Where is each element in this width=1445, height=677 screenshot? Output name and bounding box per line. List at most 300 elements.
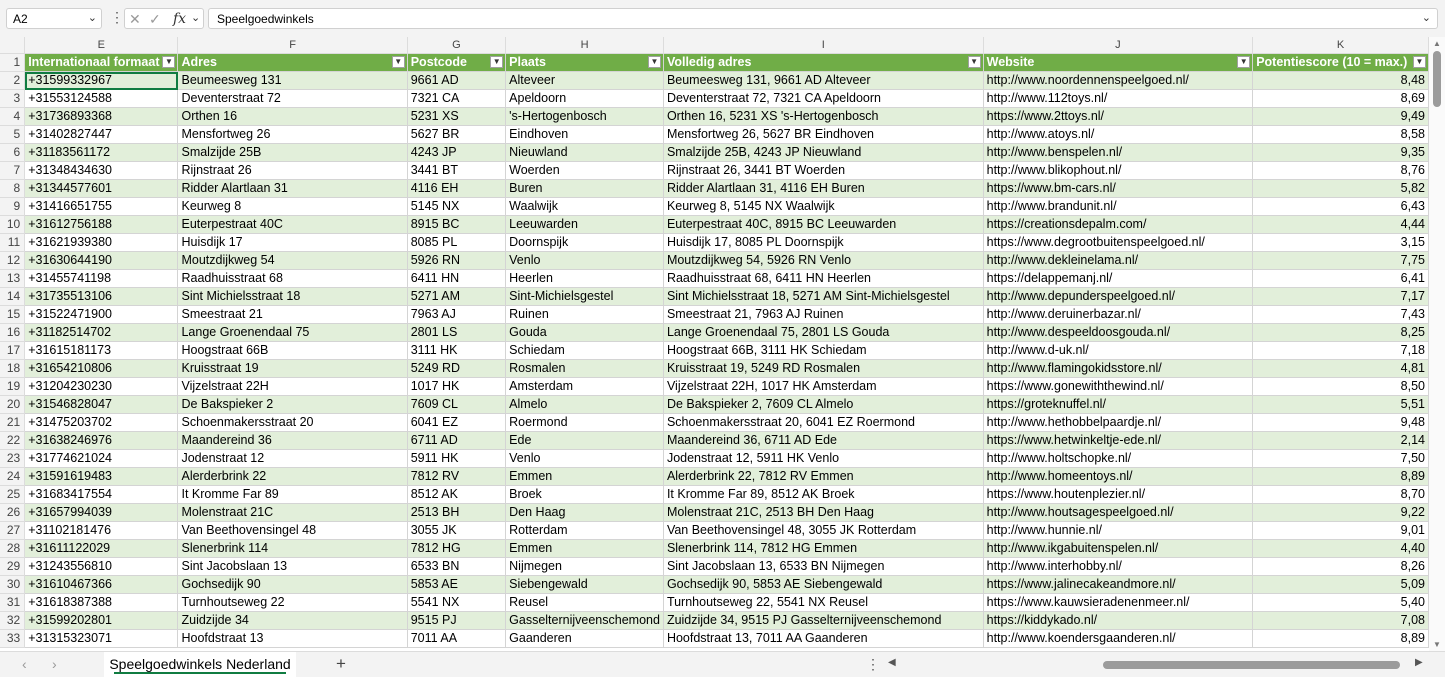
cell-web[interactable]: http://www.dekleinelama.nl/: [983, 252, 1253, 270]
cell-pc[interactable]: 4243 JP: [407, 144, 505, 162]
cell-pc[interactable]: 6411 HN: [407, 270, 505, 288]
filter-dropdown-icon[interactable]: ▼: [968, 56, 981, 68]
previous-sheet-icon[interactable]: ‹: [22, 656, 27, 672]
cell-plaats[interactable]: Heerlen: [506, 270, 664, 288]
cell-plaats[interactable]: Nijmegen: [506, 558, 664, 576]
cell-adres[interactable]: Beumeesweg 131: [178, 72, 407, 90]
cell-pc[interactable]: 7963 AJ: [407, 306, 505, 324]
cell-plaats[interactable]: Sint-Michielsgestel: [506, 288, 664, 306]
row-number[interactable]: 16: [0, 324, 25, 342]
row-number[interactable]: 32: [0, 612, 25, 630]
formula-input[interactable]: [208, 8, 1438, 29]
cell-plaats[interactable]: Schiedam: [506, 342, 664, 360]
cell-web[interactable]: http://www.blikophout.nl/: [983, 162, 1253, 180]
cell-plaats[interactable]: Siebengewald: [506, 576, 664, 594]
cell-volledig[interactable]: Alerderbrink 22, 7812 RV Emmen: [663, 468, 983, 486]
cell-score[interactable]: 7,75: [1253, 252, 1429, 270]
row-number[interactable]: 23: [0, 450, 25, 468]
cell-plaats[interactable]: Nieuwland: [506, 144, 664, 162]
cell-pc[interactable]: 3055 JK: [407, 522, 505, 540]
cell-volledig[interactable]: Kruisstraat 19, 5249 RD Rosmalen: [663, 360, 983, 378]
cell-plaats[interactable]: Leeuwarden: [506, 216, 664, 234]
cell-score[interactable]: 8,58: [1253, 126, 1429, 144]
header-cell[interactable]: [506, 54, 664, 72]
cell-pc[interactable]: 7812 HG: [407, 540, 505, 558]
cell-web[interactable]: http://www.homeentoys.nl/: [983, 468, 1253, 486]
cell-adres[interactable]: Hoofdstraat 13: [178, 630, 407, 648]
cell-pc[interactable]: 5926 RN: [407, 252, 505, 270]
cell-plaats[interactable]: Woerden: [506, 162, 664, 180]
cell-tel[interactable]: +31615181173: [25, 342, 178, 360]
cell-plaats[interactable]: Waalwijk: [506, 198, 664, 216]
cell-tel[interactable]: +31683417554: [25, 486, 178, 504]
cell-pc[interactable]: 1017 HK: [407, 378, 505, 396]
cell-adres[interactable]: Slenerbrink 114: [178, 540, 407, 558]
cell-tel[interactable]: +31204230230: [25, 378, 178, 396]
cell-plaats[interactable]: Venlo: [506, 450, 664, 468]
cell-tel[interactable]: +31348434630: [25, 162, 178, 180]
cell-web[interactable]: https://www.hetwinkeltje-ede.nl/: [983, 432, 1253, 450]
cell-pc[interactable]: 7812 RV: [407, 468, 505, 486]
cell-tel[interactable]: +31736893368: [25, 108, 178, 126]
cell-volledig[interactable]: De Bakspieker 2, 7609 CL Almelo: [663, 396, 983, 414]
cell-score[interactable]: 7,43: [1253, 306, 1429, 324]
cell-web[interactable]: https://kiddykado.nl/: [983, 612, 1253, 630]
scroll-right-icon[interactable]: ▶: [1415, 657, 1423, 668]
cell-volledig[interactable]: Molenstraat 21C, 2513 BH Den Haag: [663, 504, 983, 522]
cell-tel[interactable]: +31402827447: [25, 126, 178, 144]
cell-score[interactable]: 8,89: [1253, 630, 1429, 648]
cell-plaats[interactable]: Amsterdam: [506, 378, 664, 396]
cell-pc[interactable]: 8512 AK: [407, 486, 505, 504]
cell-plaats[interactable]: Emmen: [506, 468, 664, 486]
row-number[interactable]: 21: [0, 414, 25, 432]
row-number[interactable]: 10: [0, 216, 25, 234]
cell-adres[interactable]: Smeestraat 21: [178, 306, 407, 324]
cell-web[interactable]: http://www.brandunit.nl/: [983, 198, 1253, 216]
cell-score[interactable]: 8,70: [1253, 486, 1429, 504]
insert-function-icon[interactable]: fx: [173, 11, 187, 27]
cell-tel[interactable]: +31612756188: [25, 216, 178, 234]
select-all-corner[interactable]: [0, 37, 25, 54]
cell-tel[interactable]: +31243556810: [25, 558, 178, 576]
cell-adres[interactable]: Huisdijk 17: [178, 234, 407, 252]
cell-score[interactable]: 4,44: [1253, 216, 1429, 234]
row-number[interactable]: 8: [0, 180, 25, 198]
cell-score[interactable]: 9,49: [1253, 108, 1429, 126]
cell-tel[interactable]: +31522471900: [25, 306, 178, 324]
cell-web[interactable]: https://www.2ttoys.nl/: [983, 108, 1253, 126]
header-cell[interactable]: [178, 54, 407, 72]
cell-tel[interactable]: +31621939380: [25, 234, 178, 252]
cell-volledig[interactable]: Zuidzijde 34, 9515 PJ Gasselternijveenschemond: [663, 612, 983, 630]
cell-adres[interactable]: Raadhuisstraat 68: [178, 270, 407, 288]
row-number[interactable]: 25: [0, 486, 25, 504]
cell-plaats[interactable]: 's-Hertogenbosch: [506, 108, 664, 126]
cell-web[interactable]: http://www.112toys.nl/: [983, 90, 1253, 108]
cell-volledig[interactable]: Moutzdijkweg 54, 5926 RN Venlo: [663, 252, 983, 270]
cell-tel[interactable]: +31638246976: [25, 432, 178, 450]
cell-plaats[interactable]: Gouda: [506, 324, 664, 342]
cell-volledig[interactable]: Ridder Alartlaan 31, 4116 EH Buren: [663, 180, 983, 198]
cell-tel[interactable]: +31599202801: [25, 612, 178, 630]
cell-adres[interactable]: Rijnstraat 26: [178, 162, 407, 180]
cell-pc[interactable]: 5627 BR: [407, 126, 505, 144]
cell-adres[interactable]: Jodenstraat 12: [178, 450, 407, 468]
cell-pc[interactable]: 2801 LS: [407, 324, 505, 342]
cell-web[interactable]: https://www.houtenplezier.nl/: [983, 486, 1253, 504]
cell-score[interactable]: 8,89: [1253, 468, 1429, 486]
cell-tel[interactable]: +31591619483: [25, 468, 178, 486]
cell-tel[interactable]: +31618387388: [25, 594, 178, 612]
cell-score[interactable]: 6,43: [1253, 198, 1429, 216]
row-number[interactable]: 11: [0, 234, 25, 252]
cell-volledig[interactable]: Keurweg 8, 5145 NX Waalwijk: [663, 198, 983, 216]
cell-adres[interactable]: Kruisstraat 19: [178, 360, 407, 378]
cell-pc[interactable]: 5853 AE: [407, 576, 505, 594]
cell-tel[interactable]: +31455741198: [25, 270, 178, 288]
column-header[interactable]: G: [407, 37, 505, 54]
cell-pc[interactable]: 9515 PJ: [407, 612, 505, 630]
cell-pc[interactable]: 7609 CL: [407, 396, 505, 414]
cell-pc[interactable]: 5145 NX: [407, 198, 505, 216]
cell-tel[interactable]: +31315323071: [25, 630, 178, 648]
row-number[interactable]: 4: [0, 108, 25, 126]
cell-web[interactable]: http://www.houtsagespeelgoed.nl/: [983, 504, 1253, 522]
cell-plaats[interactable]: Eindhoven: [506, 126, 664, 144]
cell-score[interactable]: 9,48: [1253, 414, 1429, 432]
cell-tel[interactable]: +31546828047: [25, 396, 178, 414]
cancel-icon[interactable]: ✕: [129, 11, 141, 27]
row-number[interactable]: 3: [0, 90, 25, 108]
cell-pc[interactable]: 7321 CA: [407, 90, 505, 108]
column-header[interactable]: E: [25, 37, 178, 54]
cell-tel[interactable]: +31610467366: [25, 576, 178, 594]
cell-score[interactable]: 5,40: [1253, 594, 1429, 612]
cell-adres[interactable]: Schoenmakersstraat 20: [178, 414, 407, 432]
header-cell[interactable]: [25, 54, 178, 72]
cell-tel[interactable]: +31599332967: [25, 72, 178, 90]
name-box[interactable]: [6, 8, 102, 29]
cell-plaats[interactable]: Almelo: [506, 396, 664, 414]
cell-web[interactable]: https://groteknuffel.nl/: [983, 396, 1253, 414]
cell-adres[interactable]: Lange Groenendaal 75: [178, 324, 407, 342]
row-number[interactable]: 19: [0, 378, 25, 396]
cell-adres[interactable]: Deventerstraat 72: [178, 90, 407, 108]
cell-score[interactable]: 5,09: [1253, 576, 1429, 594]
cell-tel[interactable]: +31416651755: [25, 198, 178, 216]
row-number[interactable]: 12: [0, 252, 25, 270]
row-number[interactable]: 9: [0, 198, 25, 216]
cell-adres[interactable]: Van Beethovensingel 48: [178, 522, 407, 540]
cell-adres[interactable]: Zuidzijde 34: [178, 612, 407, 630]
cell-score[interactable]: 3,15: [1253, 234, 1429, 252]
cell-adres[interactable]: De Bakspieker 2: [178, 396, 407, 414]
cell-volledig[interactable]: Maandereind 36, 6711 AD Ede: [663, 432, 983, 450]
cell-pc[interactable]: 6041 EZ: [407, 414, 505, 432]
cell-adres[interactable]: Hoogstraat 66B: [178, 342, 407, 360]
cell-pc[interactable]: 8915 BC: [407, 216, 505, 234]
row-number[interactable]: 14: [0, 288, 25, 306]
filter-dropdown-icon[interactable]: ▼: [648, 56, 661, 68]
cell-volledig[interactable]: Schoenmakersstraat 20, 6041 EZ Roermond: [663, 414, 983, 432]
cell-web[interactable]: https://www.gonewiththewind.nl/: [983, 378, 1253, 396]
cell-plaats[interactable]: Rosmalen: [506, 360, 664, 378]
cell-pc[interactable]: 5231 XS: [407, 108, 505, 126]
cell-web[interactable]: http://www.ikgabuitenspelen.nl/: [983, 540, 1253, 558]
cell-web[interactable]: https://www.degrootbuitenspeelgoed.nl/: [983, 234, 1253, 252]
cell-pc[interactable]: 3111 HK: [407, 342, 505, 360]
column-header[interactable]: J: [983, 37, 1253, 54]
cell-pc[interactable]: 6533 BN: [407, 558, 505, 576]
cell-tel[interactable]: +31654210806: [25, 360, 178, 378]
cell-web[interactable]: http://www.deruinerbazar.nl/: [983, 306, 1253, 324]
cell-score[interactable]: 7,18: [1253, 342, 1429, 360]
cell-score[interactable]: 9,01: [1253, 522, 1429, 540]
row-number[interactable]: 15: [0, 306, 25, 324]
cell-score[interactable]: 8,48: [1253, 72, 1429, 90]
cell-tel[interactable]: +31657994039: [25, 504, 178, 522]
cell-plaats[interactable]: Apeldoorn: [506, 90, 664, 108]
cell-web[interactable]: https://www.kauwsieradenenmeer.nl/: [983, 594, 1253, 612]
cell-score[interactable]: 8,25: [1253, 324, 1429, 342]
row-number[interactable]: 17: [0, 342, 25, 360]
cell-score[interactable]: 8,26: [1253, 558, 1429, 576]
cell-pc[interactable]: 4116 EH: [407, 180, 505, 198]
cell-adres[interactable]: Sint Jacobslaan 13: [178, 558, 407, 576]
cell-plaats[interactable]: Reusel: [506, 594, 664, 612]
cell-score[interactable]: 8,76: [1253, 162, 1429, 180]
cell-score[interactable]: 7,17: [1253, 288, 1429, 306]
cell-plaats[interactable]: Emmen: [506, 540, 664, 558]
cell-volledig[interactable]: Orthen 16, 5231 XS 's-Hertogenbosch: [663, 108, 983, 126]
vertical-scrollbar[interactable]: [1429, 37, 1445, 651]
cell-tel[interactable]: +31735513106: [25, 288, 178, 306]
cell-tel[interactable]: +31344577601: [25, 180, 178, 198]
row-number[interactable]: 26: [0, 504, 25, 522]
cell-volledig[interactable]: Sint Michielsstraat 18, 5271 AM Sint-Michielsgestel: [663, 288, 983, 306]
cell-tel[interactable]: +31611122029: [25, 540, 178, 558]
sheet-tab-active[interactable]: [104, 652, 296, 677]
row-number[interactable]: 22: [0, 432, 25, 450]
cell-web[interactable]: http://www.benspelen.nl/: [983, 144, 1253, 162]
cell-plaats[interactable]: Doornspijk: [506, 234, 664, 252]
cell-volledig[interactable]: Jodenstraat 12, 5911 HK Venlo: [663, 450, 983, 468]
cell-pc[interactable]: 7011 AA: [407, 630, 505, 648]
filter-dropdown-icon[interactable]: ▼: [1237, 56, 1250, 68]
cell-plaats[interactable]: Venlo: [506, 252, 664, 270]
cell-volledig[interactable]: Raadhuisstraat 68, 6411 HN Heerlen: [663, 270, 983, 288]
cell-volledig[interactable]: Turnhoutseweg 22, 5541 NX Reusel: [663, 594, 983, 612]
row-number[interactable]: 30: [0, 576, 25, 594]
row-number[interactable]: 6: [0, 144, 25, 162]
row-number[interactable]: 20: [0, 396, 25, 414]
cell-adres[interactable]: Orthen 16: [178, 108, 407, 126]
cell-adres[interactable]: Keurweg 8: [178, 198, 407, 216]
filter-dropdown-icon[interactable]: ▼: [162, 56, 175, 68]
scroll-down-icon[interactable]: ▼: [1433, 640, 1441, 649]
cell-score[interactable]: 2,14: [1253, 432, 1429, 450]
scroll-up-icon[interactable]: ▲: [1433, 39, 1441, 48]
cell-web[interactable]: http://www.noordennenspeelgoed.nl/: [983, 72, 1253, 90]
row-number[interactable]: 31: [0, 594, 25, 612]
header-cell[interactable]: [407, 54, 505, 72]
cell-tel[interactable]: +31183561172: [25, 144, 178, 162]
cell-tel[interactable]: +31182514702: [25, 324, 178, 342]
cell-adres[interactable]: Ridder Alartlaan 31: [178, 180, 407, 198]
header-cell[interactable]: [983, 54, 1253, 72]
cell-volledig[interactable]: Slenerbrink 114, 7812 HG Emmen: [663, 540, 983, 558]
cell-pc[interactable]: 5541 NX: [407, 594, 505, 612]
cell-pc[interactable]: 6711 AD: [407, 432, 505, 450]
more-options-icon[interactable]: ⋮: [866, 656, 880, 672]
cell-adres[interactable]: It Kromme Far 89: [178, 486, 407, 504]
scroll-left-icon[interactable]: ◀: [888, 657, 896, 668]
cell-volledig[interactable]: It Kromme Far 89, 8512 AK Broek: [663, 486, 983, 504]
cell-plaats[interactable]: Rotterdam: [506, 522, 664, 540]
cell-score[interactable]: 9,22: [1253, 504, 1429, 522]
chevron-down-icon[interactable]: ⌄: [191, 12, 201, 24]
cell-volledig[interactable]: Gochsedijk 90, 5853 AE Siebengewald: [663, 576, 983, 594]
cell-volledig[interactable]: Sint Jacobslaan 13, 6533 BN Nijmegen: [663, 558, 983, 576]
cell-web[interactable]: https://www.jalinecakeandmore.nl/: [983, 576, 1253, 594]
cell-volledig[interactable]: Lange Groenendaal 75, 2801 LS Gouda: [663, 324, 983, 342]
cell-volledig[interactable]: Mensfortweg 26, 5627 BR Eindhoven: [663, 126, 983, 144]
filter-dropdown-icon[interactable]: ▼: [1413, 56, 1426, 68]
row-number[interactable]: 28: [0, 540, 25, 558]
cell-web[interactable]: http://www.despeeldoosgouda.nl/: [983, 324, 1253, 342]
cell-adres[interactable]: Sint Michielsstraat 18: [178, 288, 407, 306]
row-number[interactable]: 24: [0, 468, 25, 486]
cell-pc[interactable]: 9661 AD: [407, 72, 505, 90]
confirm-icon[interactable]: ✓: [149, 11, 161, 27]
cell-adres[interactable]: Moutzdijkweg 54: [178, 252, 407, 270]
more-options-icon[interactable]: ⋮: [110, 9, 124, 25]
cell-tel[interactable]: +31553124588: [25, 90, 178, 108]
cell-web[interactable]: http://www.d-uk.nl/: [983, 342, 1253, 360]
cell-volledig[interactable]: Van Beethovensingel 48, 3055 JK Rotterdam: [663, 522, 983, 540]
cell-pc[interactable]: 8085 PL: [407, 234, 505, 252]
chevron-down-icon[interactable]: ⌄: [87, 12, 97, 24]
cell-web[interactable]: http://www.depunderspeelgoed.nl/: [983, 288, 1253, 306]
cell-volledig[interactable]: Smalzijde 25B, 4243 JP Nieuwland: [663, 144, 983, 162]
column-header[interactable]: H: [506, 37, 664, 54]
cell-pc[interactable]: 3441 BT: [407, 162, 505, 180]
cell-plaats[interactable]: Alteveer: [506, 72, 664, 90]
column-header[interactable]: I: [663, 37, 983, 54]
cell-score[interactable]: 6,41: [1253, 270, 1429, 288]
cell-web[interactable]: http://www.atoys.nl/: [983, 126, 1253, 144]
filter-dropdown-icon[interactable]: ▼: [392, 56, 405, 68]
cell-score[interactable]: 8,69: [1253, 90, 1429, 108]
cell-volledig[interactable]: Deventerstraat 72, 7321 CA Apeldoorn: [663, 90, 983, 108]
cell-adres[interactable]: Molenstraat 21C: [178, 504, 407, 522]
cell-volledig[interactable]: Rijnstraat 26, 3441 BT Woerden: [663, 162, 983, 180]
cell-score[interactable]: 4,81: [1253, 360, 1429, 378]
horizontal-scrollbar-thumb[interactable]: [1103, 661, 1400, 669]
cell-adres[interactable]: Gochsedijk 90: [178, 576, 407, 594]
cell-web[interactable]: https://creationsdepalm.com/: [983, 216, 1253, 234]
cell-adres[interactable]: Turnhoutseweg 22: [178, 594, 407, 612]
cell-volledig[interactable]: Hoofdstraat 13, 7011 AA Gaanderen: [663, 630, 983, 648]
add-sheet-icon[interactable]: +: [336, 654, 346, 673]
cell-volledig[interactable]: Smeestraat 21, 7963 AJ Ruinen: [663, 306, 983, 324]
cell-web[interactable]: http://www.hunnie.nl/: [983, 522, 1253, 540]
cell-adres[interactable]: Smalzijde 25B: [178, 144, 407, 162]
cell-plaats[interactable]: Ruinen: [506, 306, 664, 324]
cell-pc[interactable]: 2513 BH: [407, 504, 505, 522]
cell-plaats[interactable]: Gasselternijveenschemond: [506, 612, 664, 630]
cell-web[interactable]: https://www.bm-cars.nl/: [983, 180, 1253, 198]
cell-plaats[interactable]: Roermond: [506, 414, 664, 432]
expand-formula-icon[interactable]: ⌄: [1421, 12, 1431, 24]
cell-score[interactable]: 7,08: [1253, 612, 1429, 630]
cell-web[interactable]: http://www.holtschopke.nl/: [983, 450, 1253, 468]
row-number[interactable]: 29: [0, 558, 25, 576]
filter-dropdown-icon[interactable]: ▼: [490, 56, 503, 68]
cell-web[interactable]: https://delappemanj.nl/: [983, 270, 1253, 288]
header-cell[interactable]: [663, 54, 983, 72]
row-number[interactable]: 27: [0, 522, 25, 540]
row-number[interactable]: 18: [0, 360, 25, 378]
cell-score[interactable]: 8,50: [1253, 378, 1429, 396]
cell-volledig[interactable]: Vijzelstraat 22H, 1017 HK Amsterdam: [663, 378, 983, 396]
row-number[interactable]: 7: [0, 162, 25, 180]
cell-web[interactable]: http://www.flamingokidsstore.nl/: [983, 360, 1253, 378]
cell-tel[interactable]: +31102181476: [25, 522, 178, 540]
cell-tel[interactable]: +31774621024: [25, 450, 178, 468]
cell-score[interactable]: 5,51: [1253, 396, 1429, 414]
cell-adres[interactable]: Mensfortweg 26: [178, 126, 407, 144]
cell-adres[interactable]: Maandereind 36: [178, 432, 407, 450]
cell-web[interactable]: http://www.hethobbelpaardje.nl/: [983, 414, 1253, 432]
cell-score[interactable]: 4,40: [1253, 540, 1429, 558]
cell-plaats[interactable]: Gaanderen: [506, 630, 664, 648]
scrollbar-thumb[interactable]: [1433, 51, 1441, 107]
next-sheet-icon[interactable]: ›: [52, 656, 57, 672]
cell-pc[interactable]: 5249 RD: [407, 360, 505, 378]
cell-plaats[interactable]: Buren: [506, 180, 664, 198]
header-cell[interactable]: [1253, 54, 1429, 72]
cell-adres[interactable]: Alerderbrink 22: [178, 468, 407, 486]
cell-volledig[interactable]: Beumeesweg 131, 9661 AD Alteveer: [663, 72, 983, 90]
cell-plaats[interactable]: Den Haag: [506, 504, 664, 522]
cell-tel[interactable]: +31475203702: [25, 414, 178, 432]
row-number[interactable]: 13: [0, 270, 25, 288]
column-header[interactable]: F: [178, 37, 407, 54]
row-number[interactable]: 2: [0, 72, 25, 90]
cell-volledig[interactable]: Huisdijk 17, 8085 PL Doornspijk: [663, 234, 983, 252]
cell-web[interactable]: http://www.interhobby.nl/: [983, 558, 1253, 576]
cell-adres[interactable]: Euterpestraat 40C: [178, 216, 407, 234]
cell-plaats[interactable]: Broek: [506, 486, 664, 504]
cell-score[interactable]: 9,35: [1253, 144, 1429, 162]
cell-score[interactable]: 7,50: [1253, 450, 1429, 468]
row-number[interactable]: 5: [0, 126, 25, 144]
cell-pc[interactable]: 5271 AM: [407, 288, 505, 306]
cell-plaats[interactable]: Ede: [506, 432, 664, 450]
cell-score[interactable]: 5,82: [1253, 180, 1429, 198]
cell-volledig[interactable]: Euterpestraat 40C, 8915 BC Leeuwarden: [663, 216, 983, 234]
row-number[interactable]: 33: [0, 630, 25, 648]
cell-adres[interactable]: Vijzelstraat 22H: [178, 378, 407, 396]
cell-pc[interactable]: 5911 HK: [407, 450, 505, 468]
cell-volledig[interactable]: Hoogstraat 66B, 3111 HK Schiedam: [663, 342, 983, 360]
row-number[interactable]: 1: [0, 54, 25, 72]
column-header[interactable]: K: [1253, 37, 1429, 54]
cell-web[interactable]: http://www.koendersgaanderen.nl/: [983, 630, 1253, 648]
cell-tel[interactable]: +31630644190: [25, 252, 178, 270]
